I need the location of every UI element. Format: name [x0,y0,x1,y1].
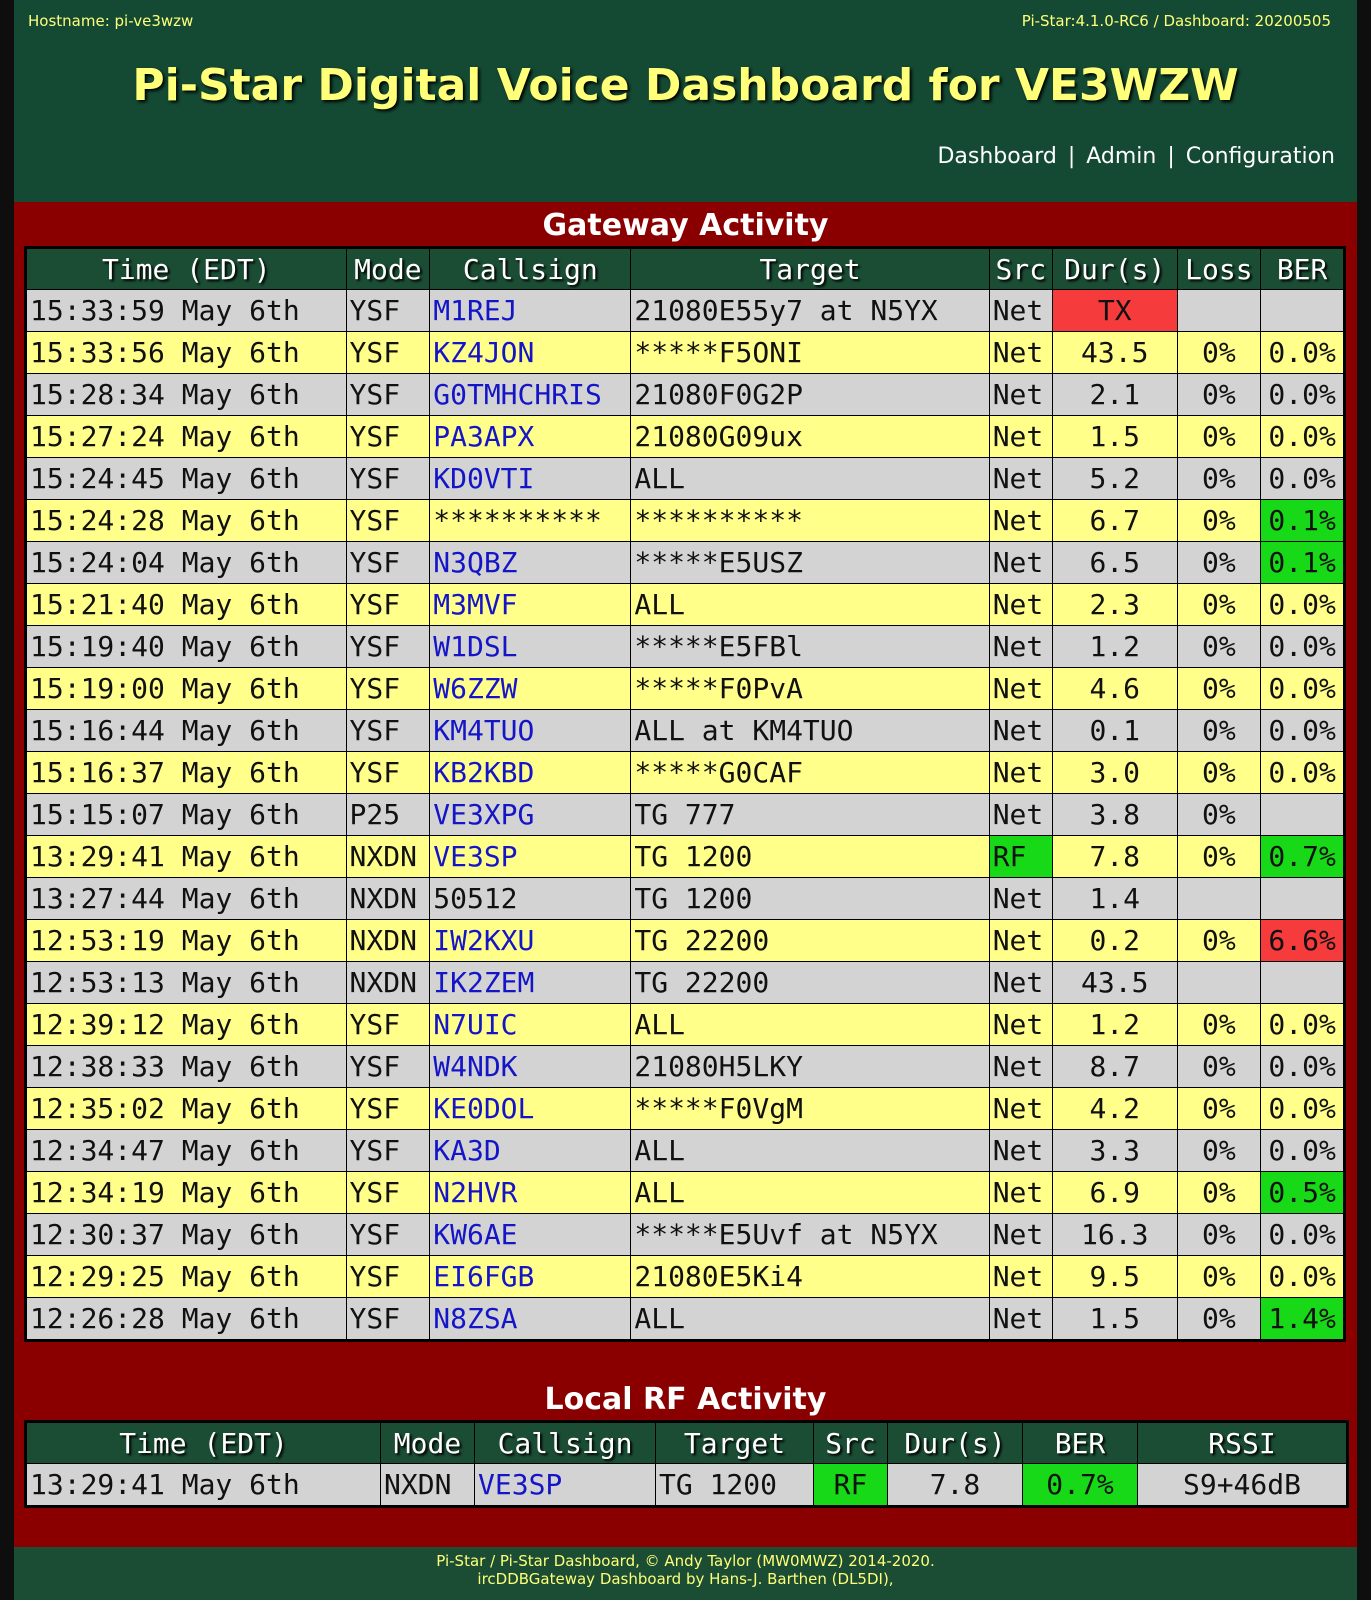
loss-cell: 0% [1177,752,1261,794]
callsign-link[interactable]: M3MVF [433,588,518,621]
callsign-cell: 50512 [430,878,631,920]
table-row [26,878,1345,920]
target-cell: TG 22200 [631,920,989,962]
loss-cell: 0% [1177,920,1261,962]
nav-separator: | [1067,144,1076,169]
time-cell: 12:34:47 May 6th [26,1130,347,1172]
mode-cell: YSF [346,752,430,794]
callsign-link[interactable]: PA3APX [433,420,535,453]
table-row [26,1464,1348,1507]
footer [14,1547,1357,1600]
table-row [26,1256,1345,1298]
callsign-link[interactable]: KW6AE [433,1218,518,1251]
mode-cell: YSF [346,1004,430,1046]
callsign-cell [430,1004,631,1046]
callsign-cell [430,962,631,1004]
time-cell: 15:24:28 May 6th [26,500,347,542]
callsign-link[interactable]: VE3SP [433,840,518,873]
target-cell: ALL [631,1130,989,1172]
src-cell: Net [989,1214,1052,1256]
duration-cell: 1.5 [1052,1298,1177,1341]
callsign-link[interactable]: IK2ZEM [433,966,535,999]
target-cell: ALL [631,1172,989,1214]
ber-cell: 0.7% [1023,1464,1138,1507]
target-cell: *****F5ONI [631,332,989,374]
callsign-cell [430,1298,631,1341]
local-rf-activity-table [24,1420,1349,1508]
duration-cell: 43.5 [1052,332,1177,374]
callsign-cell [430,290,631,332]
nav-admin-link[interactable]: Admin [1086,144,1157,169]
duration-cell: 0.1 [1052,710,1177,752]
nav-dashboard-link[interactable]: Dashboard [937,144,1057,169]
duration-cell: 6.5 [1052,542,1177,584]
column-header-ber: BER [1023,1422,1138,1464]
loss-cell: 0% [1177,626,1261,668]
duration-cell: 3.8 [1052,794,1177,836]
target-cell: TG 1200 [631,836,989,878]
table-row [26,752,1345,794]
mode-cell: YSF [346,1172,430,1214]
column-header-time-edt: Time (EDT) [26,248,347,290]
gateway-activity-table [24,246,1346,1342]
time-cell: 13:29:41 May 6th [26,836,347,878]
loss-cell: 0% [1177,584,1261,626]
mode-cell: YSF [346,1298,430,1341]
table-row [26,374,1345,416]
column-header-mode: Mode [346,248,430,290]
target-cell: *****E5FBl [631,626,989,668]
ber-cell: 0.0% [1261,1130,1345,1172]
target-cell: ********** [631,500,989,542]
loss-cell: 0% [1177,374,1261,416]
time-cell: 12:30:37 May 6th [26,1214,347,1256]
column-header-mode: Mode [381,1422,475,1464]
duration-cell: 8.7 [1052,1046,1177,1088]
src-cell: Net [989,920,1052,962]
loss-cell: 0% [1177,1298,1261,1341]
mode-cell: YSF [346,458,430,500]
rssi-cell: S9+46dB [1138,1464,1348,1507]
time-cell: 12:29:25 May 6th [26,1256,347,1298]
callsign-cell [430,752,631,794]
callsign-link[interactable]: N2HVR [433,1176,518,1209]
ber-cell: 0.5% [1261,1172,1345,1214]
duration-cell: 9.5 [1052,1256,1177,1298]
loss-cell [1177,962,1261,1004]
mode-cell: YSF [346,332,430,374]
ber-cell: 6.6% [1261,920,1345,962]
table-row [26,668,1345,710]
mode-cell: NXDN [346,920,430,962]
mode-cell: YSF [346,668,430,710]
column-header-ber: BER [1261,248,1345,290]
ber-cell: 0.0% [1261,710,1345,752]
src-cell: Net [989,1046,1052,1088]
loss-cell: 0% [1177,1172,1261,1214]
src-cell: Net [989,1130,1052,1172]
table-row [26,1298,1345,1341]
time-cell: 12:53:19 May 6th [26,920,347,962]
local-rf-header-row [26,1422,1348,1464]
column-header-target: Target [656,1422,814,1464]
src-cell: Net [989,668,1052,710]
target-cell: *****E5USZ [631,542,989,584]
ber-cell: 0.0% [1261,1004,1345,1046]
table-row [26,542,1345,584]
callsign-link[interactable]: VE3SP [478,1468,563,1501]
header [14,0,1357,202]
callsign-cell [430,1130,631,1172]
table-row [26,332,1345,374]
column-header-loss: Loss [1177,248,1261,290]
table-row [26,458,1345,500]
top-nav [937,144,1335,169]
mode-cell: YSF [346,374,430,416]
callsign-cell [430,1046,631,1088]
table-row [26,836,1345,878]
column-header-dur-s: Dur(s) [1052,248,1177,290]
footer-credits: ircDDBGateway Dashboard by Hans-J. Barthen (DL5DI), [477,1570,894,1588]
loss-cell [1177,878,1261,920]
callsign-link[interactable]: M1REJ [433,294,518,327]
loss-cell: 0% [1177,500,1261,542]
mode-cell: YSF [346,290,430,332]
target-cell: TG 1200 [631,878,989,920]
nav-separator: | [1167,144,1175,169]
target-cell: ALL [631,458,989,500]
column-header-target: Target [631,248,989,290]
callsign-cell [475,1464,656,1507]
callsign-link[interactable]: N7UIC [433,1008,518,1041]
target-cell: TG 777 [631,794,989,836]
nav-configuration-link[interactable]: Configuration [1185,144,1335,169]
src-cell: Net [989,416,1052,458]
time-cell: 15:21:40 May 6th [26,584,347,626]
time-cell: 15:27:24 May 6th [26,416,347,458]
time-cell: 12:53:13 May 6th [26,962,347,1004]
duration-cell: 6.9 [1052,1172,1177,1214]
duration-cell: 2.3 [1052,584,1177,626]
time-cell: 12:35:02 May 6th [26,1088,347,1130]
target-cell: 21080H5LKY [631,1046,989,1088]
table-row [26,710,1345,752]
callsign-link[interactable]: KE0DOL [433,1092,535,1125]
src-cell: Net [989,794,1052,836]
mode-cell: YSF [346,416,430,458]
src-cell: Net [989,752,1052,794]
table-row [26,1088,1345,1130]
column-header-time-edt: Time (EDT) [26,1422,381,1464]
src-cell: Net [989,290,1052,332]
ber-cell: 0.0% [1261,1256,1345,1298]
table-row [26,794,1345,836]
duration-cell: 3.3 [1052,1130,1177,1172]
hostname-label: Hostname: pi-ve3wzw [28,12,194,30]
page-title: Pi-Star Digital Voice Dashboard for VE3WZW [132,60,1239,111]
src-cell: Net [989,1172,1052,1214]
table-row [26,1130,1345,1172]
version-label: Pi-Star:4.1.0-RC6 / Dashboard: 20200505 [1021,12,1331,30]
callsign-link[interactable]: N3QBZ [433,546,518,579]
loss-cell: 0% [1177,416,1261,458]
target-cell: TG 1200 [656,1464,814,1507]
loss-cell: 0% [1177,1214,1261,1256]
callsign-cell [430,416,631,458]
duration-cell: 1.2 [1052,626,1177,668]
src-cell: Net [989,542,1052,584]
duration-cell: 1.2 [1052,1004,1177,1046]
mode-cell: YSF [346,1130,430,1172]
table-row [26,290,1345,332]
time-cell: 15:24:04 May 6th [26,542,347,584]
table-row [26,416,1345,458]
target-cell: TG 22200 [631,962,989,1004]
duration-cell: 3.0 [1052,752,1177,794]
ber-cell: 0.0% [1261,332,1345,374]
target-cell: ALL at KM4TUO [631,710,989,752]
src-cell: Net [989,458,1052,500]
time-cell: 15:16:44 May 6th [26,710,347,752]
mode-cell: NXDN [346,836,430,878]
callsign-cell [430,668,631,710]
loss-cell: 0% [1177,1004,1261,1046]
src-cell: RF [814,1464,888,1507]
target-cell: ALL [631,1298,989,1341]
duration-cell: 1.5 [1052,416,1177,458]
src-cell: Net [989,962,1052,1004]
mode-cell: YSF [346,542,430,584]
loss-cell: 0% [1177,710,1261,752]
ber-cell: 1.4% [1261,1298,1345,1341]
duration-cell: 7.8 [1052,836,1177,878]
callsign-cell [430,1214,631,1256]
callsign-cell: ********** [430,500,631,542]
callsign-cell [430,836,631,878]
duration-cell: 16.3 [1052,1214,1177,1256]
ber-cell: 0.1% [1261,500,1345,542]
loss-cell: 0% [1177,1256,1261,1298]
duration-cell: 6.7 [1052,500,1177,542]
src-cell: RF [989,836,1052,878]
duration-cell: 0.2 [1052,920,1177,962]
mode-cell: YSF [346,584,430,626]
target-cell: 21080E5Ki4 [631,1256,989,1298]
mode-cell: NXDN [381,1464,475,1507]
src-cell: Net [989,332,1052,374]
src-cell: Net [989,1298,1052,1341]
ber-cell: 0.0% [1261,668,1345,710]
column-header-dur-s: Dur(s) [888,1422,1023,1464]
mode-cell: YSF [346,500,430,542]
ber-cell: 0.0% [1261,626,1345,668]
dashboard-window [14,0,1357,1600]
callsign-cell [430,374,631,416]
loss-cell: 0% [1177,542,1261,584]
ber-cell [1261,878,1345,920]
mode-cell: YSF [346,710,430,752]
target-cell: *****G0CAF [631,752,989,794]
ber-cell: 0.7% [1261,836,1345,878]
callsign-link[interactable]: KM4TUO [433,714,535,747]
ber-cell: 0.0% [1261,1046,1345,1088]
ber-cell [1261,962,1345,1004]
callsign-link[interactable]: N8ZSA [433,1302,518,1335]
src-cell: Net [989,1088,1052,1130]
mode-cell: P25 [346,794,430,836]
column-header-callsign: Callsign [430,248,631,290]
table-row [26,920,1345,962]
src-cell: Net [989,584,1052,626]
column-header-callsign: Callsign [475,1422,656,1464]
local-rf-table-body [26,1464,1348,1507]
time-cell: 15:19:40 May 6th [26,626,347,668]
callsign-link[interactable]: KB2KBD [433,756,535,789]
callsign-cell [430,1256,631,1298]
column-header-src: Src [814,1422,888,1464]
ber-cell: 0.0% [1261,1088,1345,1130]
ber-cell: 0.0% [1261,374,1345,416]
callsign-link[interactable]: KD0VTI [433,462,535,495]
time-cell: 15:15:07 May 6th [26,794,347,836]
callsign-link[interactable]: KA3D [433,1134,501,1167]
src-cell: Net [989,710,1052,752]
gateway-table-body [26,290,1345,1341]
duration-cell: 4.6 [1052,668,1177,710]
callsign-cell [430,458,631,500]
loss-cell: 0% [1177,836,1261,878]
callsign-link[interactable]: VE3XPG [433,798,535,831]
duration-cell: TX [1052,290,1177,332]
duration-cell: 7.8 [888,1464,1023,1507]
time-cell: 15:16:37 May 6th [26,752,347,794]
mode-cell: YSF [346,1046,430,1088]
column-header-src: Src [989,248,1052,290]
ber-cell: 0.1% [1261,542,1345,584]
ber-cell: 0.0% [1261,1214,1345,1256]
table-row [26,962,1345,1004]
target-cell: 21080G09ux [631,416,989,458]
callsign-link[interactable]: IW2KXU [433,924,535,957]
loss-cell [1177,290,1261,332]
duration-cell: 2.1 [1052,374,1177,416]
loss-cell: 0% [1177,332,1261,374]
mode-cell: NXDN [346,878,430,920]
local-rf-activity-title: Local RF Activity [544,1382,827,1417]
table-row [26,1172,1345,1214]
time-cell: 12:34:19 May 6th [26,1172,347,1214]
time-cell: 13:27:44 May 6th [26,878,347,920]
callsign-cell [430,332,631,374]
gateway-header-row [26,248,1345,290]
callsign-link[interactable]: W4NDK [433,1050,518,1083]
src-cell: Net [989,374,1052,416]
src-cell: Net [989,500,1052,542]
table-row [26,626,1345,668]
time-cell: 15:33:56 May 6th [26,332,347,374]
loss-cell: 0% [1177,1046,1261,1088]
duration-cell: 43.5 [1052,962,1177,1004]
table-row [26,500,1345,542]
target-cell: ALL [631,584,989,626]
mode-cell: YSF [346,626,430,668]
callsign-link[interactable]: KZ4JON [433,336,535,369]
mode-cell: YSF [346,1214,430,1256]
table-row [26,584,1345,626]
loss-cell: 0% [1177,1088,1261,1130]
time-cell: 15:24:45 May 6th [26,458,347,500]
callsign-cell [430,1088,631,1130]
mode-cell: YSF [346,1256,430,1298]
callsign-cell [430,1172,631,1214]
mode-cell: YSF [346,1088,430,1130]
target-cell: *****F0VgM [631,1088,989,1130]
callsign-link[interactable]: EI6FGB [433,1260,535,1293]
target-cell: 21080E55y7 at N5YX [631,290,989,332]
column-header-rssi: RSSI [1138,1422,1348,1464]
target-cell: 21080F0G2P [631,374,989,416]
loss-cell: 0% [1177,668,1261,710]
time-cell: 12:39:12 May 6th [26,1004,347,1046]
callsign-cell [430,710,631,752]
time-cell: 15:28:34 May 6th [26,374,347,416]
footer-copyright: Pi-Star / Pi-Star Dashboard, © Andy Taylor (MW0MWZ) 2014-2020. [436,1552,935,1570]
duration-cell: 1.4 [1052,878,1177,920]
ber-cell: 0.0% [1261,416,1345,458]
callsign-cell [430,920,631,962]
ber-cell: 0.0% [1261,458,1345,500]
loss-cell: 0% [1177,458,1261,500]
src-cell: Net [989,1004,1052,1046]
target-cell: ALL [631,1004,989,1046]
duration-cell: 5.2 [1052,458,1177,500]
src-cell: Net [989,626,1052,668]
time-cell: 13:29:41 May 6th [26,1464,381,1507]
callsign-link[interactable]: W6ZZW [433,672,518,705]
time-cell: 15:33:59 May 6th [26,290,347,332]
mode-cell: NXDN [346,962,430,1004]
gateway-activity-title: Gateway Activity [542,208,829,243]
src-cell: Net [989,878,1052,920]
callsign-cell [430,626,631,668]
table-row [26,1214,1345,1256]
time-cell: 12:26:28 May 6th [26,1298,347,1341]
callsign-link[interactable]: G0TMHCHRIS [433,378,602,411]
ber-cell [1261,794,1345,836]
loss-cell: 0% [1177,1130,1261,1172]
main-content [14,202,1357,1547]
time-cell: 15:19:00 May 6th [26,668,347,710]
callsign-cell [430,584,631,626]
target-cell: *****E5Uvf at N5YX [631,1214,989,1256]
callsign-link[interactable]: W1DSL [433,630,518,663]
ber-cell: 0.0% [1261,584,1345,626]
callsign-cell [430,794,631,836]
time-cell: 12:38:33 May 6th [26,1046,347,1088]
loss-cell: 0% [1177,794,1261,836]
callsign-cell [430,542,631,584]
ber-cell [1261,290,1345,332]
target-cell: *****F0PvA [631,668,989,710]
table-row [26,1004,1345,1046]
duration-cell: 4.2 [1052,1088,1177,1130]
ber-cell: 0.0% [1261,752,1345,794]
src-cell: Net [989,1256,1052,1298]
table-row [26,1046,1345,1088]
